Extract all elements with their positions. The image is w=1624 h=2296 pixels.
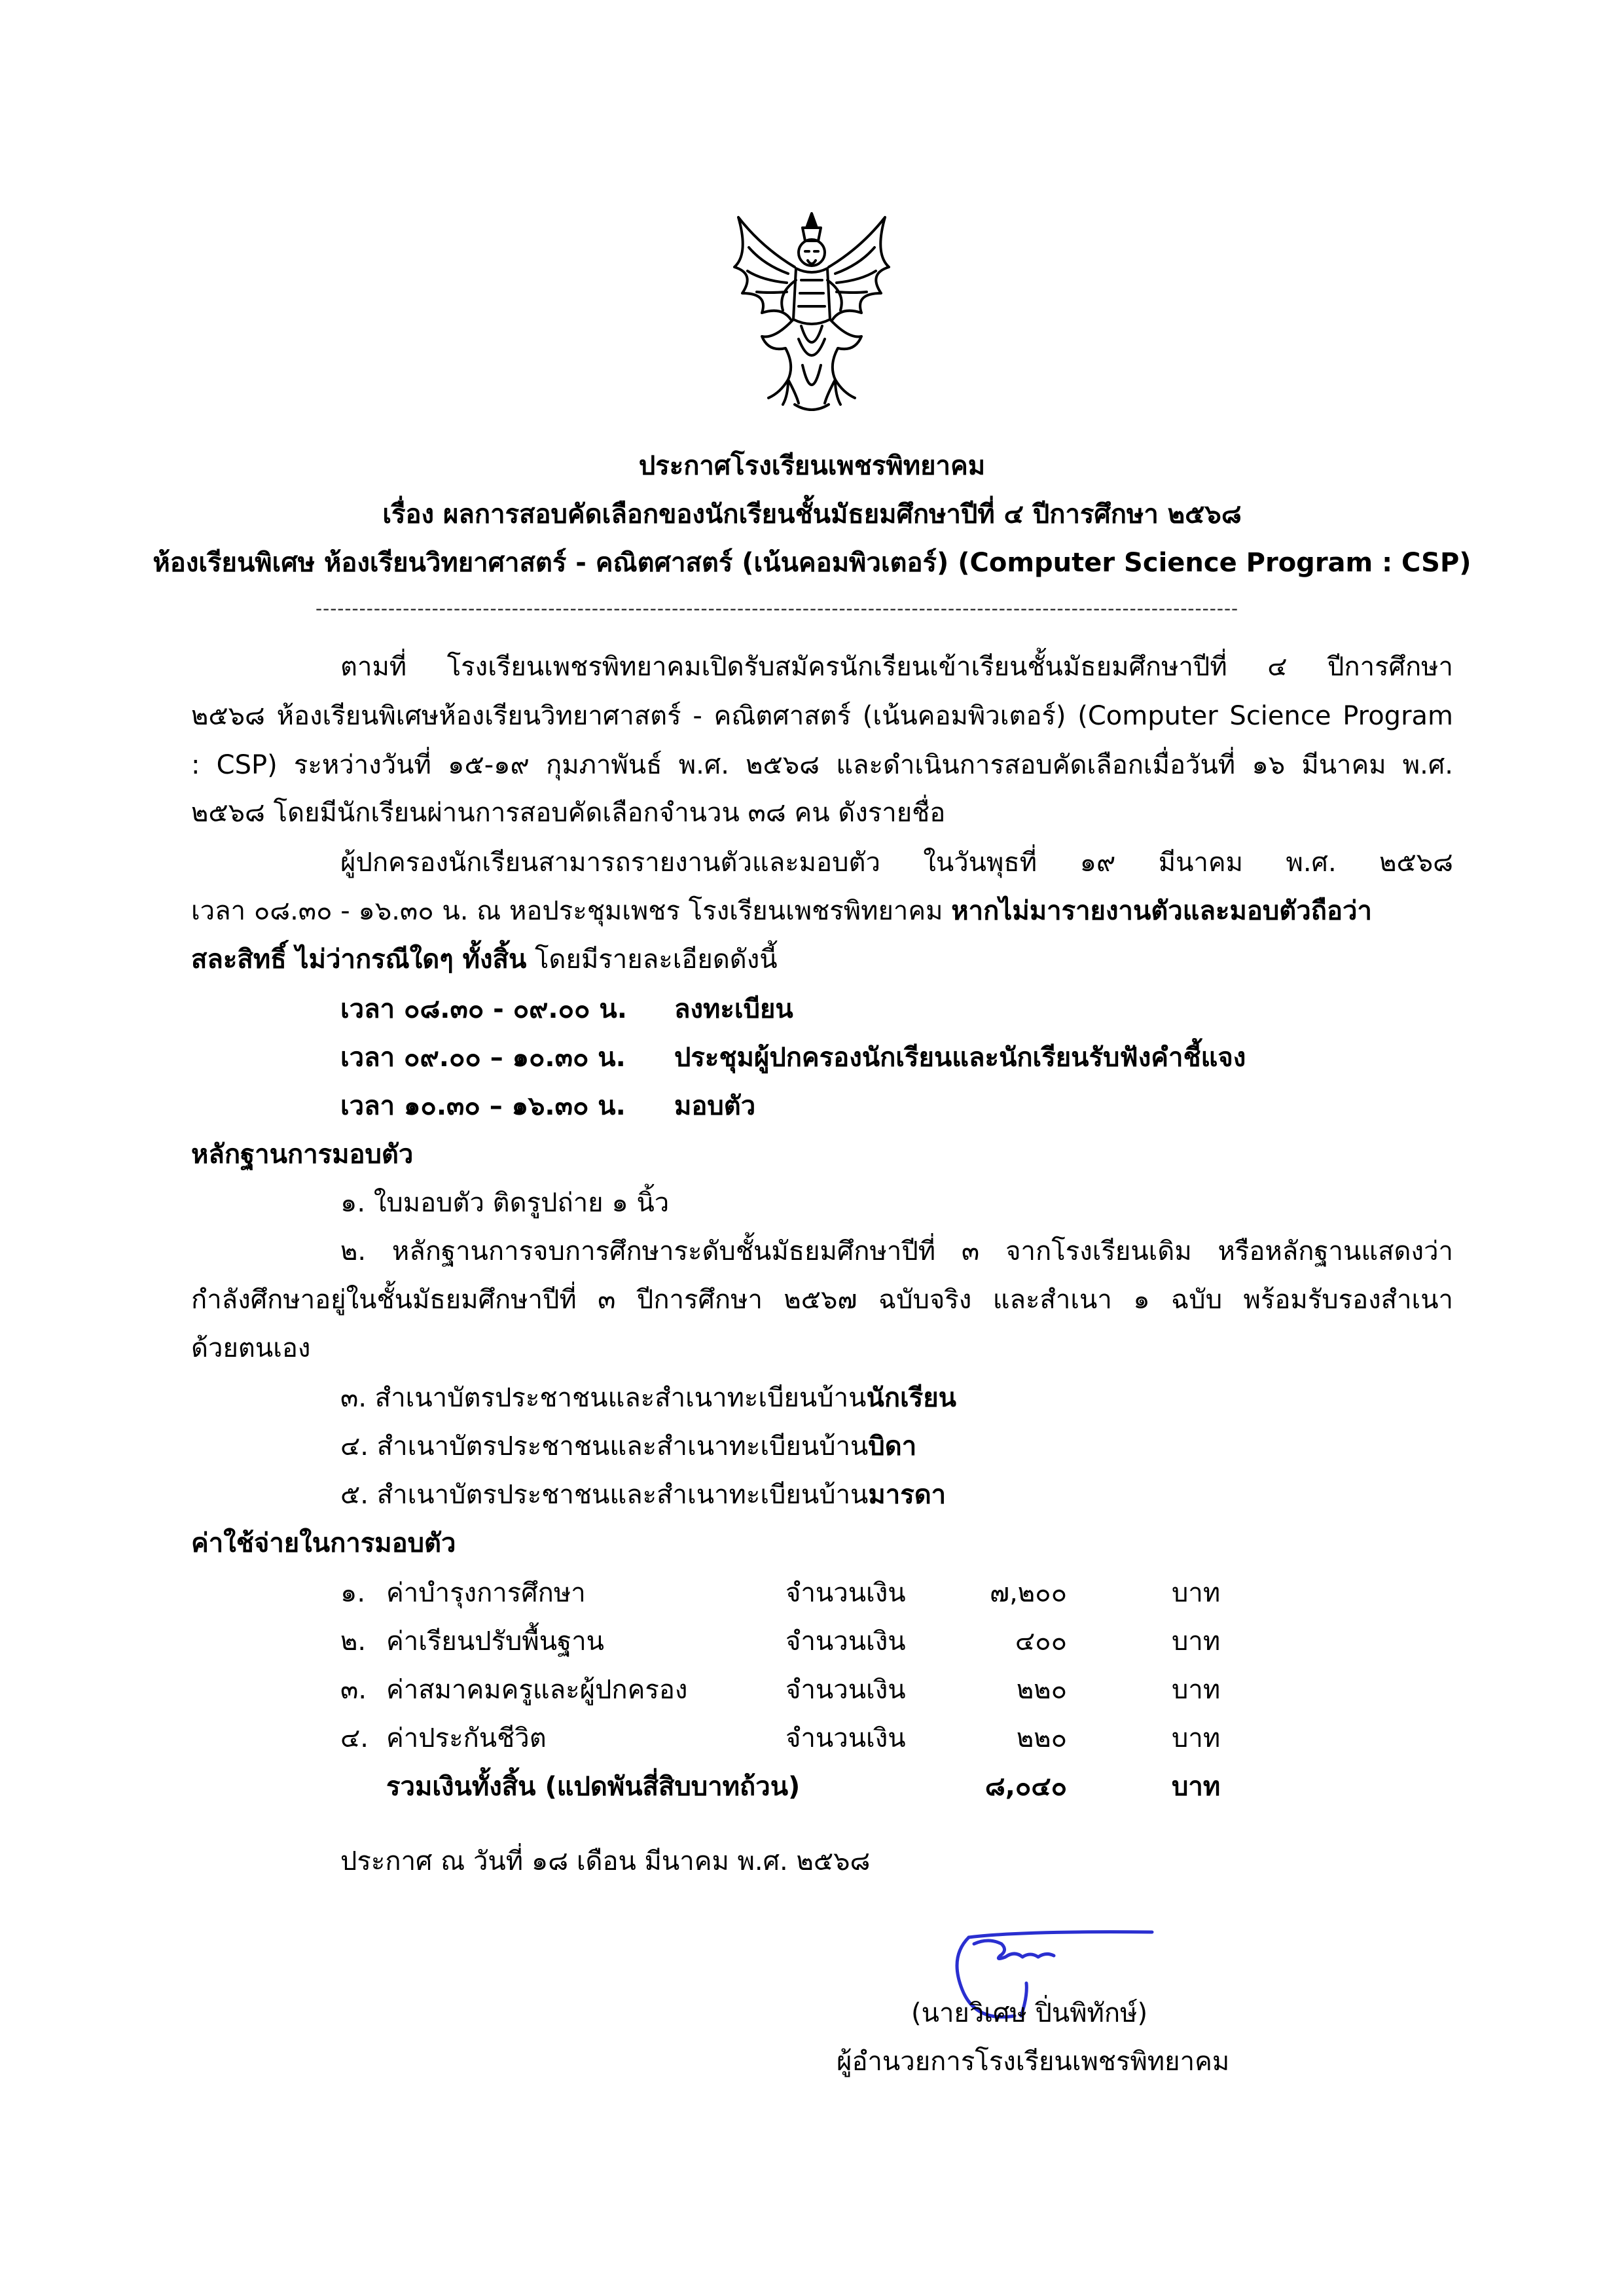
announcement-org: ประกาศโรงเรียนเพชรพิทยาคม xyxy=(638,451,986,481)
fee-amount: ๒๒๐ xyxy=(1016,1723,1067,1753)
intro-line-4: ๒๕๖๘ โดยมีนักเรียนผ่านการสอบคัดเลือกจำนวน ๓๘ คน ดังรายชื่อ xyxy=(191,798,946,828)
fees-heading: ค่าใช้จ่ายในการมอบตัว xyxy=(191,1528,456,1558)
schedule-activity-1: ลงทะเบียน xyxy=(674,994,793,1024)
fee-no: ๑. xyxy=(340,1578,366,1608)
evidence-item-3 xyxy=(340,1382,956,1414)
evidence-item-3-emphasis: นักเรียน xyxy=(866,1383,956,1413)
announcement-subject: เรื่อง ผลการสอบคัดเลือกของนักเรียนชั้นมัธยมศึกษาปีที่ ๔ ปีการศึกษา ๒๕๖๘ xyxy=(382,499,1242,529)
signer-name: (นายวิเศษ ปิ่นพิทักษ์) xyxy=(911,1998,1148,2028)
evidence-item-4 xyxy=(340,1431,916,1462)
schedule-activity-3: มอบตัว xyxy=(674,1091,756,1121)
schedule-time-1: เวลา ๐๘.๓๐ - ๐๙.๐๐ น. xyxy=(340,994,627,1024)
header-divider: ------------------------------------------------------------------------------------------------------------------------------- xyxy=(316,598,1239,619)
schedule-activity-2: ประชุมผู้ปกครองนักเรียนและนักเรียนรับฟังคำชี้แจง xyxy=(674,1043,1246,1073)
announcement-program: ห้องเรียนพิเศษ ห้องเรียนวิทยาศาสตร์ - คณิตศาสตร์ (เน้นคอมพิวเตอร์) (Computer Science Program : CSP) xyxy=(153,548,1471,578)
report-warning: หากไม่มารายงานตัวและมอบตัวถือว่า xyxy=(951,896,1372,926)
fee-no: ๒. xyxy=(340,1626,367,1657)
schedule-time-3: เวลา ๑๐.๓๐ – ๑๖.๓๐ น. xyxy=(340,1091,626,1121)
fee-amount: ๔๐๐ xyxy=(1015,1626,1067,1657)
fee-unit: บาท xyxy=(1172,1723,1221,1753)
fee-total-amount: ๘,๐๔๐ xyxy=(984,1772,1067,1802)
intro-line-1: ตามที่ โรงเรียนเพชรพิทยาคมเปิดรับสมัครนักเรียนเข้าเรียนชั้นมัธยมศึกษาปีที่ ๔ ปีการศึกษา xyxy=(340,652,1453,682)
evidence-item-1: ๑. ใบมอบตัว ติดรูปถ่าย ๑ นิ้ว xyxy=(340,1188,670,1218)
fee-total-unit: บาท xyxy=(1172,1772,1221,1802)
intro-line-2: ๒๕๖๘ ห้องเรียนพิเศษห้องเรียนวิทยาศาสตร์ - คณิตศาสตร์ (เน้นคอมพิวเตอร์) (Computer Science Program xyxy=(191,701,1453,731)
fee-label: จำนวนเงิน xyxy=(785,1723,906,1753)
fee-total-label: รวมเงินทั้งสิ้น (แปดพันสี่สิบบาทถ้วน) xyxy=(386,1772,801,1802)
fee-unit: บาท xyxy=(1172,1578,1221,1608)
fee-item: ค่าบำรุงการศึกษา xyxy=(386,1578,586,1608)
evidence-item-2-line-1: ๒. หลักฐานการจบการศึกษาระดับชั้นมัธยมศึกษาปีที่ ๓ จากโรงเรียนเดิม หรือหลักฐานแสดงว่า xyxy=(340,1236,1453,1266)
report-location: เวลา ๐๘.๓๐ - ๑๖.๓๐ น. ณ หอประชุมเพชร โรงเรียนเพชรพิทยาคม xyxy=(191,896,952,926)
evidence-item-5-emphasis: มารดา xyxy=(868,1480,947,1510)
report-forfeit: สละสิทธิ์ ไม่ว่ากรณีใดๆ ทั้งสิ้น xyxy=(191,944,527,975)
report-line-1: ผู้ปกครองนักเรียนสามารถรายงานตัวและมอบตัว ในวันพุธที่ ๑๙ มีนาคม พ.ศ. ๒๕๖๘ xyxy=(340,848,1453,878)
garuda-emblem-icon xyxy=(723,208,901,416)
fee-no: ๓. xyxy=(340,1675,367,1705)
fee-item: ค่าเรียนปรับพื้นฐาน xyxy=(386,1626,605,1657)
evidence-item-2-line-2: กำลังศึกษาอยู่ในชั้นมัธยมศึกษาปีที่ ๓ ปีการศึกษา ๒๕๖๗ ฉบับจริง และสำเนา ๑ ฉบับ พร้อมรับรองสำเนา xyxy=(191,1285,1453,1315)
fee-unit: บาท xyxy=(1172,1626,1221,1657)
evidence-item-3-text: ๓. สำเนาบัตรประชาชนและสำเนาทะเบียนบ้าน xyxy=(340,1383,867,1413)
evidence-item-2-line-3: ด้วยตนเอง xyxy=(191,1333,311,1363)
fee-no: ๔. xyxy=(340,1723,369,1753)
evidence-item-4-emphasis: บิดา xyxy=(868,1431,917,1462)
evidence-item-5-text: ๕. สำเนาบัตรประชาชนและสำเนาทะเบียนบ้าน xyxy=(340,1480,869,1510)
intro-line-3: : CSP) ระหว่างวันที่ ๑๕-๑๙ กุมภาพันธ์ พ.ศ. ๒๕๖๘ และดำเนินการสอบคัดเลือกเมื่อวันที่ ๑๖ มีนาคม พ.ศ. xyxy=(191,750,1453,780)
evidence-heading: หลักฐานการมอบตัว xyxy=(191,1139,414,1170)
fee-amount: ๗,๒๐๐ xyxy=(990,1578,1067,1608)
fee-item: ค่าสมาคมครูและผู้ปกครอง xyxy=(386,1675,688,1705)
announce-date: ประกาศ ณ วันที่ ๑๘ เดือน มีนาคม พ.ศ. ๒๕๖๘ xyxy=(340,1846,871,1876)
report-details: โดยมีรายละเอียดดังนี้ xyxy=(526,944,778,975)
report-line-2 xyxy=(191,895,1453,927)
fee-unit: บาท xyxy=(1172,1675,1221,1705)
report-line-3 xyxy=(191,944,778,975)
evidence-item-4-text: ๔. สำเนาบัตรประชาชนและสำเนาทะเบียนบ้าน xyxy=(340,1431,869,1462)
schedule-time-2: เวลา ๐๙.๐๐ – ๑๐.๓๐ น. xyxy=(340,1043,626,1073)
fee-amount: ๒๒๐ xyxy=(1016,1675,1067,1705)
fee-item: ค่าประกันชีวิต xyxy=(386,1723,547,1753)
fee-label: จำนวนเงิน xyxy=(785,1626,906,1657)
evidence-item-5 xyxy=(340,1479,946,1511)
fee-label: จำนวนเงิน xyxy=(785,1578,906,1608)
signer-title: ผู้อำนวยการโรงเรียนเพชรพิทยาคม xyxy=(837,2047,1230,2077)
fee-label: จำนวนเงิน xyxy=(785,1675,906,1705)
